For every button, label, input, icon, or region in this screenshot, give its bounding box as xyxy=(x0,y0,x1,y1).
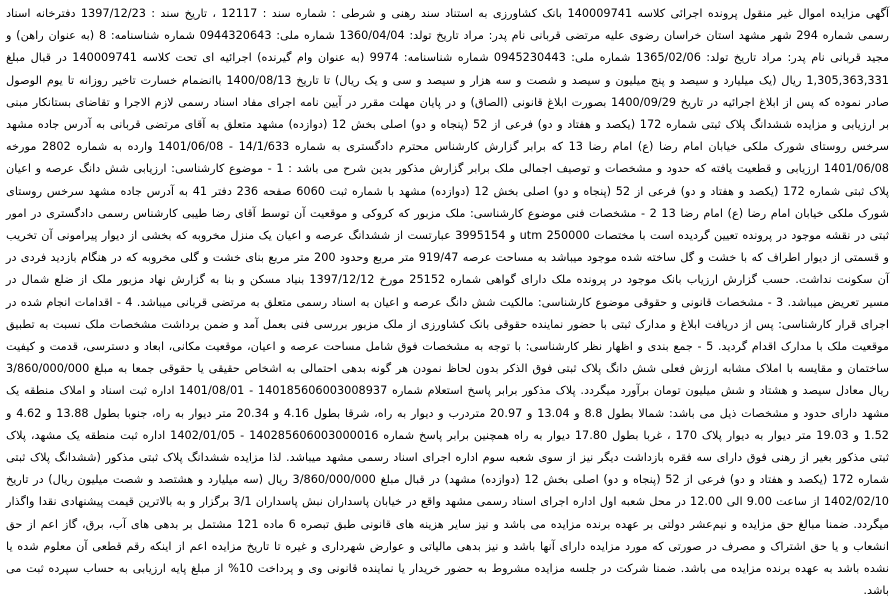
auction-notice-text: آگهی مزایده اموال غیر منقول پرونده اجرائی کلاسه 140009741 بانک کشاورزی به استناد سند رهنی و شرطی : شماره سند : 12117 ، تاریخ سند : 1397/12/23 دفترخانه اسناد رسمی شماره 294 شهر مشهد استان خراسان رضوی علیه مرتضی قربانی نام پدر: مراد تاریخ تولد: 1360/04/04 شماره ملی: 0944320643 شماره شناسنامه: 8 (به عنوان راهن) و مجید قربانی نام پدر: مراد تاریخ تولد: 1365/02/06 شماره ملی: 0945230443 شماره شناسنامه: 9974 (به عنوان وام گیرنده) اجرائیه ای تحت کلاسه 140009741 در قبال مبلغ 1,305,363,331 ریال (یک میلیارد و سیصد و پنج میلیون و سیصد و شصت و سه هزار و سیصد و سی و یک ریال) تا تاریخ 1400/08/13 باانضمام خسارت تاخیر روزانه تا یوم الوصول صادر نموده که پس از ابلاغ اجرائیه در تاریخ 1400/09/29 بصورت ابلاغ قانونی (الصاق) و در پایان مهلت مقرر در آیین نامه اجرای مفاد اسناد رسمی لازم الاجرا و تقاضای بستانکار مبنی بر ارزیابی و مزایده ششدانگ پلاک ثبتی شماره 172 (یکصد و هفتاد و دو) فرعی از 52 (پنجاه و دو) اصلی بخش 12 (دوازده) مشهد متعلق به آقای مرتضی قربانی به آدرس جاده مشهد سرخس روستای شورک ملکی خیابان امام رضا (ع) امام رضا 13 که برابر گزارش کارشناس محترم دادگستری به شماره 14/1/633 - 1401/06/08 وارده به شماره 2802 مورخه 1401/06/08 ارزیابی و قطعیت یافته که حدود و مشخصات و توصیف اجمالی ملک برابر گزارش مذکور بدین شرح می باشد : 1 - موضوع کارشناسی: ارزیابی شش دانگ عرصه و اعیان پلاک ثبتی شماره 172 (یکصد و هفتاد و دو) فرعی از 52 (پنجاه و دو) اصلی بخش 12 (دوازده) مشهد با شماره ثبت 6060 صفحه 236 دفتر 41 به آدرس جاده مشهد سرخس روستای شورک ملکی خیابان امام رضا (ع) امام رضا 13 2 - مشخصات فنی موضوع کارشناسی: ملک مزبور که کروکی و موقعیت آن توسط آقای رضا طیبی کارشناس رسمی دادگستری در امور ثبتی در نقشه موجود در پرونده تعیین گردیده است با مختصات utm 250000 و 3995154 عبارتست از ششدانگ عرصه و اعیان یک منزل مخروبه که بخشی از دیوار پیرامونی آن تخریب و قسمتی از دیوار اطراف که با خشت و گل ساخته شده موجود میباشد به مساحت عرصه 919/47 متر مربع وحدود 200 متر مربع بنای خشت و گلی مخروبه که در هنگام بازدید فردی در آن سکونت نداشت. حسب گزارش ارزیاب بانک موجود در پرونده ملک دارای گواهی شماره 25152 مورخ 1397/12/12 بنیاد مسکن و بنا به گزارش نهاد مزبور ملک از ضلع شمال در مسیر تعریض میباشد. 3 - مشخصات قانونی و حقوقی موضوع کارشناسی: مالکیت شش دانگ عرصه و اعیان به اسناد رسمی متعلق به مرتضی قربانی میباشد. 4 - اقدامات انجام شده در اجرای قرار کارشناسی: پس از دریافت ابلاغ و مدارک ثبتی با حضور نماینده حقوقی بانک کشاورزی از ملک مزبور بررسی فنی بعمل آمد و ضمن برداشت مشخصات ملک نسبت به تطبیق موقعیت ملک با مدارک اقدام گردید. 5 - جمع بندی و اظهار نظر کارشناسی: با توجه به مشخصات فوق شامل مساحت عرصه و اعیان، موقعیت مکانی، ابعاد و دسترسی، قدمت و کیفیت ساختمان و مقایسه با املاک مشابه ارزش فعلی شش دانگ پلاک ثبتی فوق الذکر بدون لحاظ نمودن هر گونه بدهی احتمالی به اشخاص حقیقی یا حقوقی جمعا به مبلغ 3/860/000/000 ریال معادل سیصد و هشتاد و شش میلیون تومان برآورد میگردد. پلاک مذکور برابر پاسخ استعلام شماره 140185606003008937 - 1401/08/01 اداره ثبت اسناد و املاک منطقه یک مشهد دارای حدود و مشخصات ذیل می باشد: شمالا بطول 8.8 و 13.04 و 20.97 متردرب و دیوار به راه، شرقا بطول 4.16 و 20.34 متر دیوار به راه، جنوبا بطول 13.88 و 4.62 و 1.52 و 19.03 متر دیوار به دیوار پلاک 170 ، غربا بطول 17.80 دیوار به راه همچنین برابر پاسخ شماره 140285606003000016 - 1402/01/05 اداره ثبت منطقه یک مشهد، پلاک ثبتی مذکور بغیر از رهنی فوق دارای سه فقره بازداشت دیگر نیز از سوی شعبه سوم اداره اجرای اسناد رسمی مشهد میباشد. لذا مزایده ششدانگ پلاک ثبتی مذکور (ششدانگ پلاک ثبتی شماره 172 (یکصد و هفتاد و دو) فرعی از 52 (پنجاه و دو) اصلی بخش 12 (دوازده) مشهد) در قبال مبلغ 3/860/000/000 ریال (سه میلیارد و هشتصد و شصت میلیون ریال) در تاریخ 1402/02/10 از ساعت 9.00 الی 12.00 در محل شعبه اول اداره اجرای اسناد رسمی مشهد واقع در خیابان پاسداران نبش پاسداران 3/1 برگزار و به بالاترین قیمت پیشنهادی نقدا واگذار میگردد. ضمنا مبالغ حق مزایده و نیم‌عشر دولتی بر عهده برنده مزایده می باشد و نیز سایر هزینه های قانونی طبق تبصره 6 ماده 121 مشتمل بر بدهی های آب، برق، گاز اعم از حق انشعاب و یا حق اشتراک و مصرف در صورتی که مورد مزایده دارای آنها باشد و نیز بدهی مالیاتی و عوارض شهرداری و غیره تا تاریخ مزایده اعم از اینکه رقم قطعی آن معلوم شده یا نشده باشد به عهده برنده مزایده می باشد. ضمنا شرکت در جلسه مزایده مشروط به حضور خریدار یا نماینده قانونی وی و پرداخت 10% از مبلغ پایه ارزیابی به حساب سپرده ثبت می باشد. xyxy=(6,7,890,598)
